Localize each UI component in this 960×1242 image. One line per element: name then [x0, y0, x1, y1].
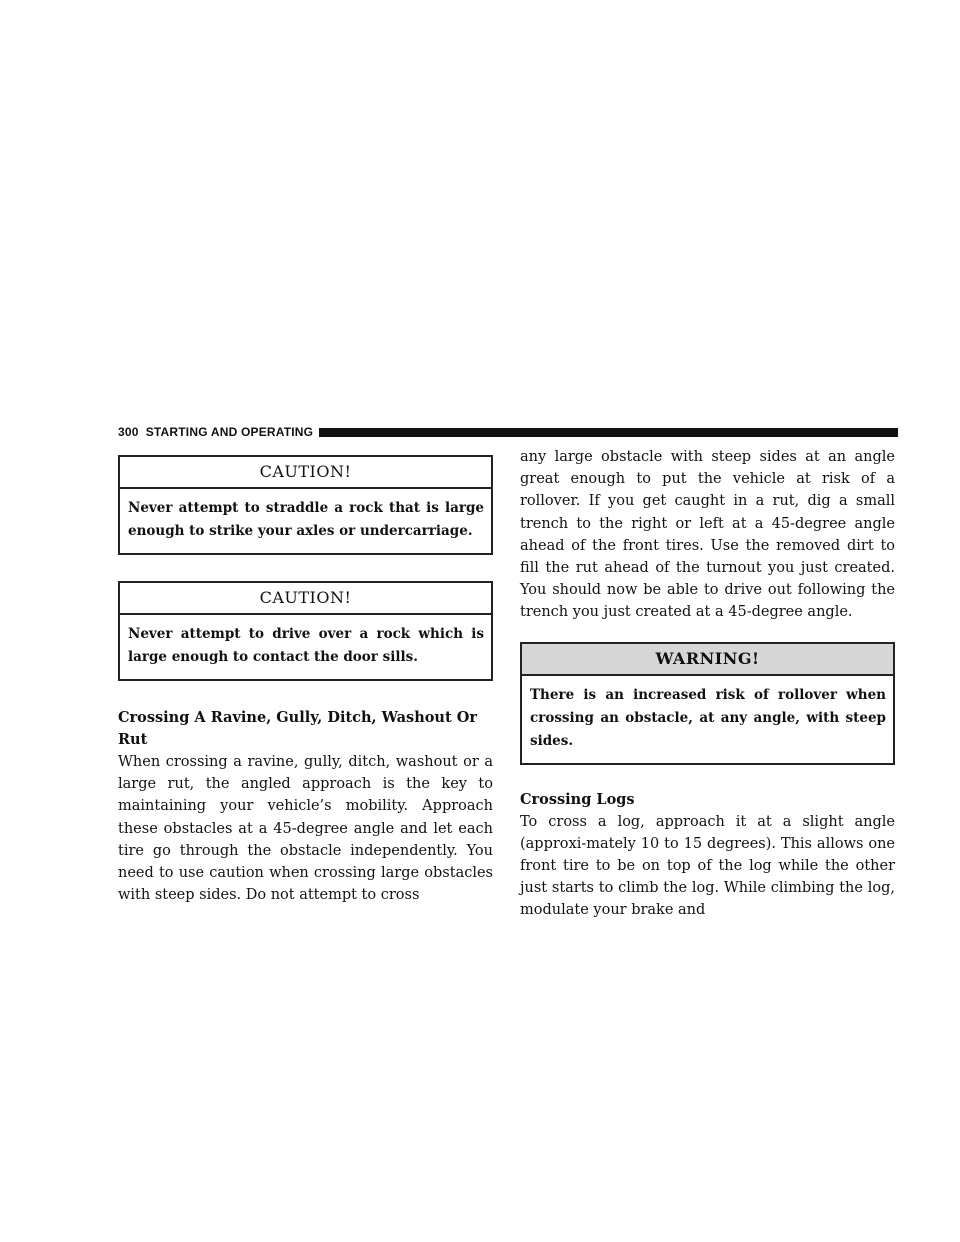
page-header-label [118, 425, 313, 439]
warning-title: WARNING! [522, 644, 893, 676]
caution-box-door-sills [118, 581, 493, 681]
section-heading-logs: Crossing Logs [520, 790, 635, 808]
warning-box-rollover [520, 642, 895, 765]
caution-text: Never attempt to straddle a rock that is large enough to strike your axles or undercarriage. [128, 500, 484, 539]
left-column [118, 455, 493, 906]
paragraph-ravine: When crossing a ravine, gully, ditch, washout or a large rut, the angled approach is the key to maintaining your vehicle’s mobility. Approach these obstacles at a 45-degree angle and let each tire go through the obstacle independently. You need to use caution when crossing large obstacles with steep sides. Do not attempt to cross [118, 754, 493, 904]
section-heading-ravine: Crossing A Ravine, Gully, Ditch, Washout Or Rut [118, 709, 477, 748]
right-column [520, 446, 895, 922]
caution-text: Never attempt to drive over a rock which is large enough to contact the door sills. [128, 626, 484, 665]
page-header [118, 424, 898, 440]
paragraph-ravine-continued: any large obstacle with steep sides at an angle great enough to put the vehicle at risk of a rollover. If you get caught in a rut, dig a small trench to the right or left at a 45-degree angle ahead of the front tires. Use the removed dirt to fill the rut ahead of the turnout you just created. You should now be able to drive out following the trench you just created at a 45-degree angle. [520, 449, 895, 621]
page-number: 300 [118, 425, 139, 439]
warning-text: There is an increased risk of rollover when crossing an obstacle, at any angle, with steep sides. [530, 686, 886, 749]
caution-title: CAUTION! [120, 583, 491, 615]
header-rule [319, 428, 898, 437]
caution-title: CAUTION! [120, 457, 491, 489]
section-title: STARTING AND OPERATING [145, 425, 314, 439]
paragraph-logs: To cross a log, approach it at a slight angle (approxi-mately 10 to 15 degrees). This allows one front tire to be on top of the log while the other just starts to climb the log. While climbing the log, modulate your brake and [520, 813, 895, 919]
caution-box-straddle [118, 455, 493, 555]
